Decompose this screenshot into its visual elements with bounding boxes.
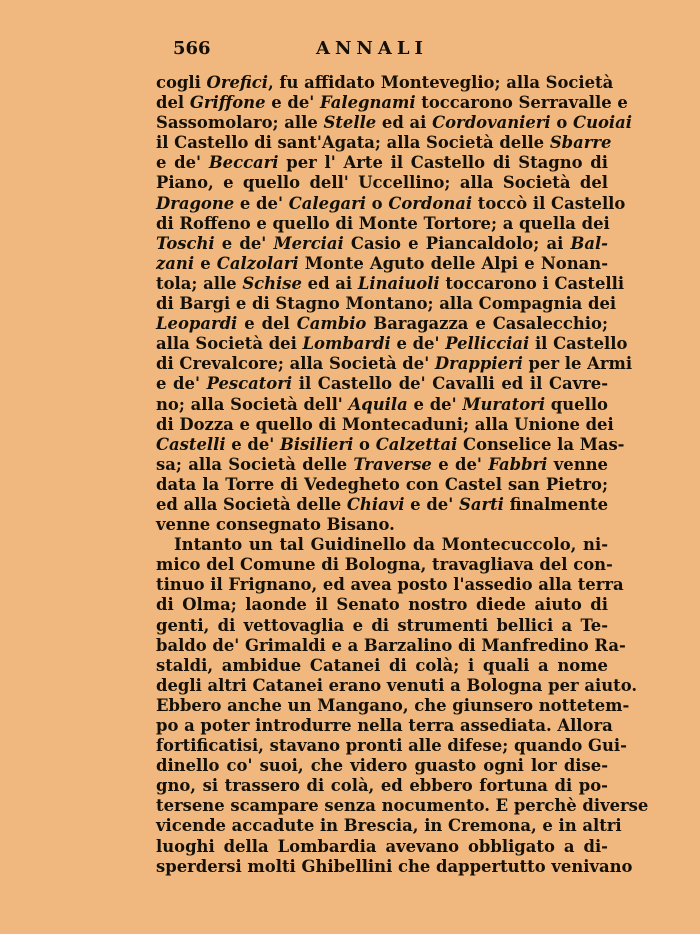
text-segment: po a poter introdurre nella terra assediata. Allora <box>156 716 613 735</box>
text-line <box>156 656 608 676</box>
italic-term: Falegnami <box>320 93 416 113</box>
italic-term: Lombardi <box>302 334 391 354</box>
text-segment: ed ai <box>301 273 358 293</box>
text-line <box>156 273 625 294</box>
text-line <box>156 314 608 334</box>
text-segment: tinuo il Frignano, ed avea posto l'assedio alla terra <box>156 575 624 595</box>
text-segment: o <box>365 193 389 213</box>
text-line <box>156 515 608 535</box>
text-segment: genti, di vettovaglia e di strumenti bellici a Te- <box>156 615 608 635</box>
text-line <box>156 856 633 877</box>
text-line <box>156 133 612 153</box>
italic-term: Dragone <box>156 193 235 213</box>
text-line <box>156 796 649 816</box>
italic-term: Pellicciai <box>445 334 530 354</box>
running-head: ANNALI <box>316 38 428 59</box>
text-segment: e de' <box>404 494 459 514</box>
text-segment: dinello co' suoi, che videro guasto ogni lor dise- <box>156 756 608 776</box>
text-segment: e de' <box>156 153 209 173</box>
text-segment: mico del Comune di Bologna, travagliava del con- <box>156 555 613 575</box>
italic-term: Sarti <box>459 494 504 514</box>
text-line <box>156 193 626 214</box>
text-line <box>156 73 614 93</box>
text-line <box>156 695 630 716</box>
text-line <box>156 294 617 314</box>
text-line <box>156 455 608 475</box>
text-line <box>156 334 628 354</box>
text-segment: di Dozza e quello di Montecaduni; alla Unione dei <box>156 414 614 434</box>
text-line <box>156 776 608 796</box>
page-header <box>156 38 608 62</box>
italic-term: Beccari <box>208 153 279 173</box>
text-line <box>156 475 608 495</box>
text-segment: di Crevalcore; alla Società de' <box>156 354 435 374</box>
text-segment: e de' <box>407 394 463 414</box>
text-segment: e de' <box>214 233 274 253</box>
body-text <box>156 73 649 877</box>
text-segment: toccò il Castello <box>472 193 626 213</box>
text-segment: vicende accadute in Brescia, in Cremona, e in altri <box>156 816 622 836</box>
text-line <box>156 816 622 836</box>
text-segment: e de' <box>225 434 281 454</box>
text-segment: venne <box>547 454 608 474</box>
text-segment: di Olma; laonde il Senato nostro diede aiuto di <box>156 595 608 615</box>
italic-term: Calzolari <box>216 253 299 273</box>
text-segment: , fu affidato Monteveglio; alla Società <box>268 73 614 92</box>
text-segment: finalmente <box>503 494 608 514</box>
text-segment: degli altri Catanei erano venuti a Bologna per aiuto. <box>156 675 638 695</box>
text-segment: del <box>156 93 190 113</box>
italic-term: Bal- <box>570 233 608 253</box>
text-line <box>156 173 608 193</box>
text-segment: o <box>353 434 376 454</box>
text-segment: quello <box>545 394 608 414</box>
text-line <box>156 234 608 254</box>
text-line <box>156 434 625 455</box>
text-line <box>156 414 614 435</box>
italic-term: Calegari <box>288 193 366 213</box>
text-segment: Ebbero anche un Mangano, che giunsero nottetem- <box>156 695 630 715</box>
italic-term: Traverse <box>353 454 432 474</box>
text-segment: il Castello di sant'Agata; alla Società delle <box>156 133 550 153</box>
italic-term: Calzettai <box>375 434 458 454</box>
italic-term: Cambio <box>296 314 367 334</box>
text-segment: alla Società dei <box>156 334 303 354</box>
text-segment: e <box>194 253 217 273</box>
italic-term: Merciai <box>273 233 344 253</box>
text-line <box>156 575 624 595</box>
italic-term: Cordovanieri <box>432 113 551 133</box>
text-line <box>156 535 608 555</box>
italic-term: Leopardi <box>156 314 238 334</box>
text-segment: venne consegnato Bisano. <box>156 515 395 535</box>
italic-term: Toschi <box>156 233 215 253</box>
text-line <box>156 555 613 575</box>
italic-term: zani <box>156 253 195 273</box>
italic-term: Orefici <box>206 73 269 92</box>
text-segment: ed ai <box>376 113 433 133</box>
text-segment: e de' <box>156 374 207 394</box>
italic-term: Drappieri <box>434 354 523 374</box>
text-line <box>156 495 608 515</box>
text-line <box>156 675 638 696</box>
page-number: 566 <box>173 38 211 59</box>
text-segment: toccarono i Castelli <box>439 273 625 293</box>
text-line <box>156 254 608 274</box>
italic-term: Muratori <box>462 394 546 414</box>
text-line <box>156 736 627 756</box>
text-segment: Monte Aguto delle Alpi e Nonan- <box>298 253 608 273</box>
text-line <box>156 374 608 394</box>
text-line <box>156 113 632 133</box>
text-segment: sperdersi molti Ghibellini che dappertutto venivano <box>156 856 633 876</box>
italic-term: Castelli <box>156 434 226 454</box>
text-segment: il Castello de' Cavalli ed il Cavre- <box>292 374 608 394</box>
text-segment: Intanto un tal Guidinello da Montecuccolo, ni- <box>174 535 608 555</box>
text-line <box>156 635 626 656</box>
text-segment: e del <box>237 314 297 334</box>
italic-term: Aquila <box>348 394 408 414</box>
text-segment: di Roffeno e quello di Monte Tortore; a quella dei <box>156 213 610 233</box>
text-line <box>156 153 608 173</box>
text-segment: baldo de' Grimaldi e a Barzalino di Manfredino Ra- <box>156 635 626 655</box>
text-segment: e de' <box>390 334 446 354</box>
text-line <box>156 595 608 615</box>
text-segment: e de' <box>265 93 320 113</box>
text-line <box>156 395 608 415</box>
text-segment: e de' <box>234 193 289 213</box>
text-segment: e de' <box>431 454 489 474</box>
text-line <box>156 716 613 736</box>
text-line <box>156 93 628 113</box>
text-segment: luoghi della Lombardia avevano obbligato a di- <box>156 836 608 856</box>
text-segment: gno, si trassero di colà, ed ebbero fortuna di po- <box>156 776 608 796</box>
italic-term: Schise <box>242 273 302 293</box>
text-segment: cogli <box>156 73 207 92</box>
italic-term: Cordonai <box>388 193 473 213</box>
text-segment: Baragazza e Casalecchio; <box>366 314 608 334</box>
text-segment: per l' Arte il Castello di Stagno di <box>278 153 608 173</box>
italic-term: Cuoiai <box>573 113 632 133</box>
text-line <box>156 354 633 374</box>
text-segment: di Bargi e di Stagno Montano; alla Compagnia dei <box>156 294 617 314</box>
italic-term: Griffone <box>189 93 266 113</box>
text-segment: no; alla Società dell' <box>156 394 349 414</box>
italic-term: Fabbri <box>488 454 548 474</box>
text-segment: Sassomolaro; alle <box>156 113 324 133</box>
text-segment: data la Torre di Vedegheto con Castel san Pietro; <box>156 474 608 494</box>
text-segment: fortificatisi, stavano pronti alle difese; quando Gui- <box>156 736 627 756</box>
text-segment: Casio e Piancaldolo; ai <box>343 233 571 253</box>
text-segment: tersene scampare senza nocumento. E perchè diverse <box>156 796 649 816</box>
text-line <box>156 837 608 857</box>
italic-term: Linaiuoli <box>357 273 440 293</box>
text-segment: tola; alle <box>156 273 243 293</box>
text-segment: o <box>550 113 574 133</box>
text-line <box>156 214 608 234</box>
text-segment: ed alla Società delle <box>156 494 347 514</box>
text-segment: sa; alla Società delle <box>156 454 354 474</box>
text-segment: Conselice la Mas- <box>457 434 625 454</box>
italic-term: Stelle <box>323 113 377 133</box>
text-segment: toccarono Serravalle e <box>415 93 628 113</box>
italic-term: Pescatori <box>206 374 293 394</box>
italic-term: Bisilieri <box>280 434 354 454</box>
text-segment: Piano, e quello dell' Uccellino; alla Società del <box>156 173 608 193</box>
italic-term: Chiavi <box>346 494 405 514</box>
text-line <box>156 616 608 636</box>
text-segment: staldi, ambidue Catanei di colà; i quali a nome <box>156 655 608 675</box>
text-segment: il Castello <box>529 334 628 354</box>
italic-term: Sbarre <box>549 133 612 153</box>
text-segment: per le Armi <box>522 354 633 374</box>
text-line <box>156 756 608 776</box>
